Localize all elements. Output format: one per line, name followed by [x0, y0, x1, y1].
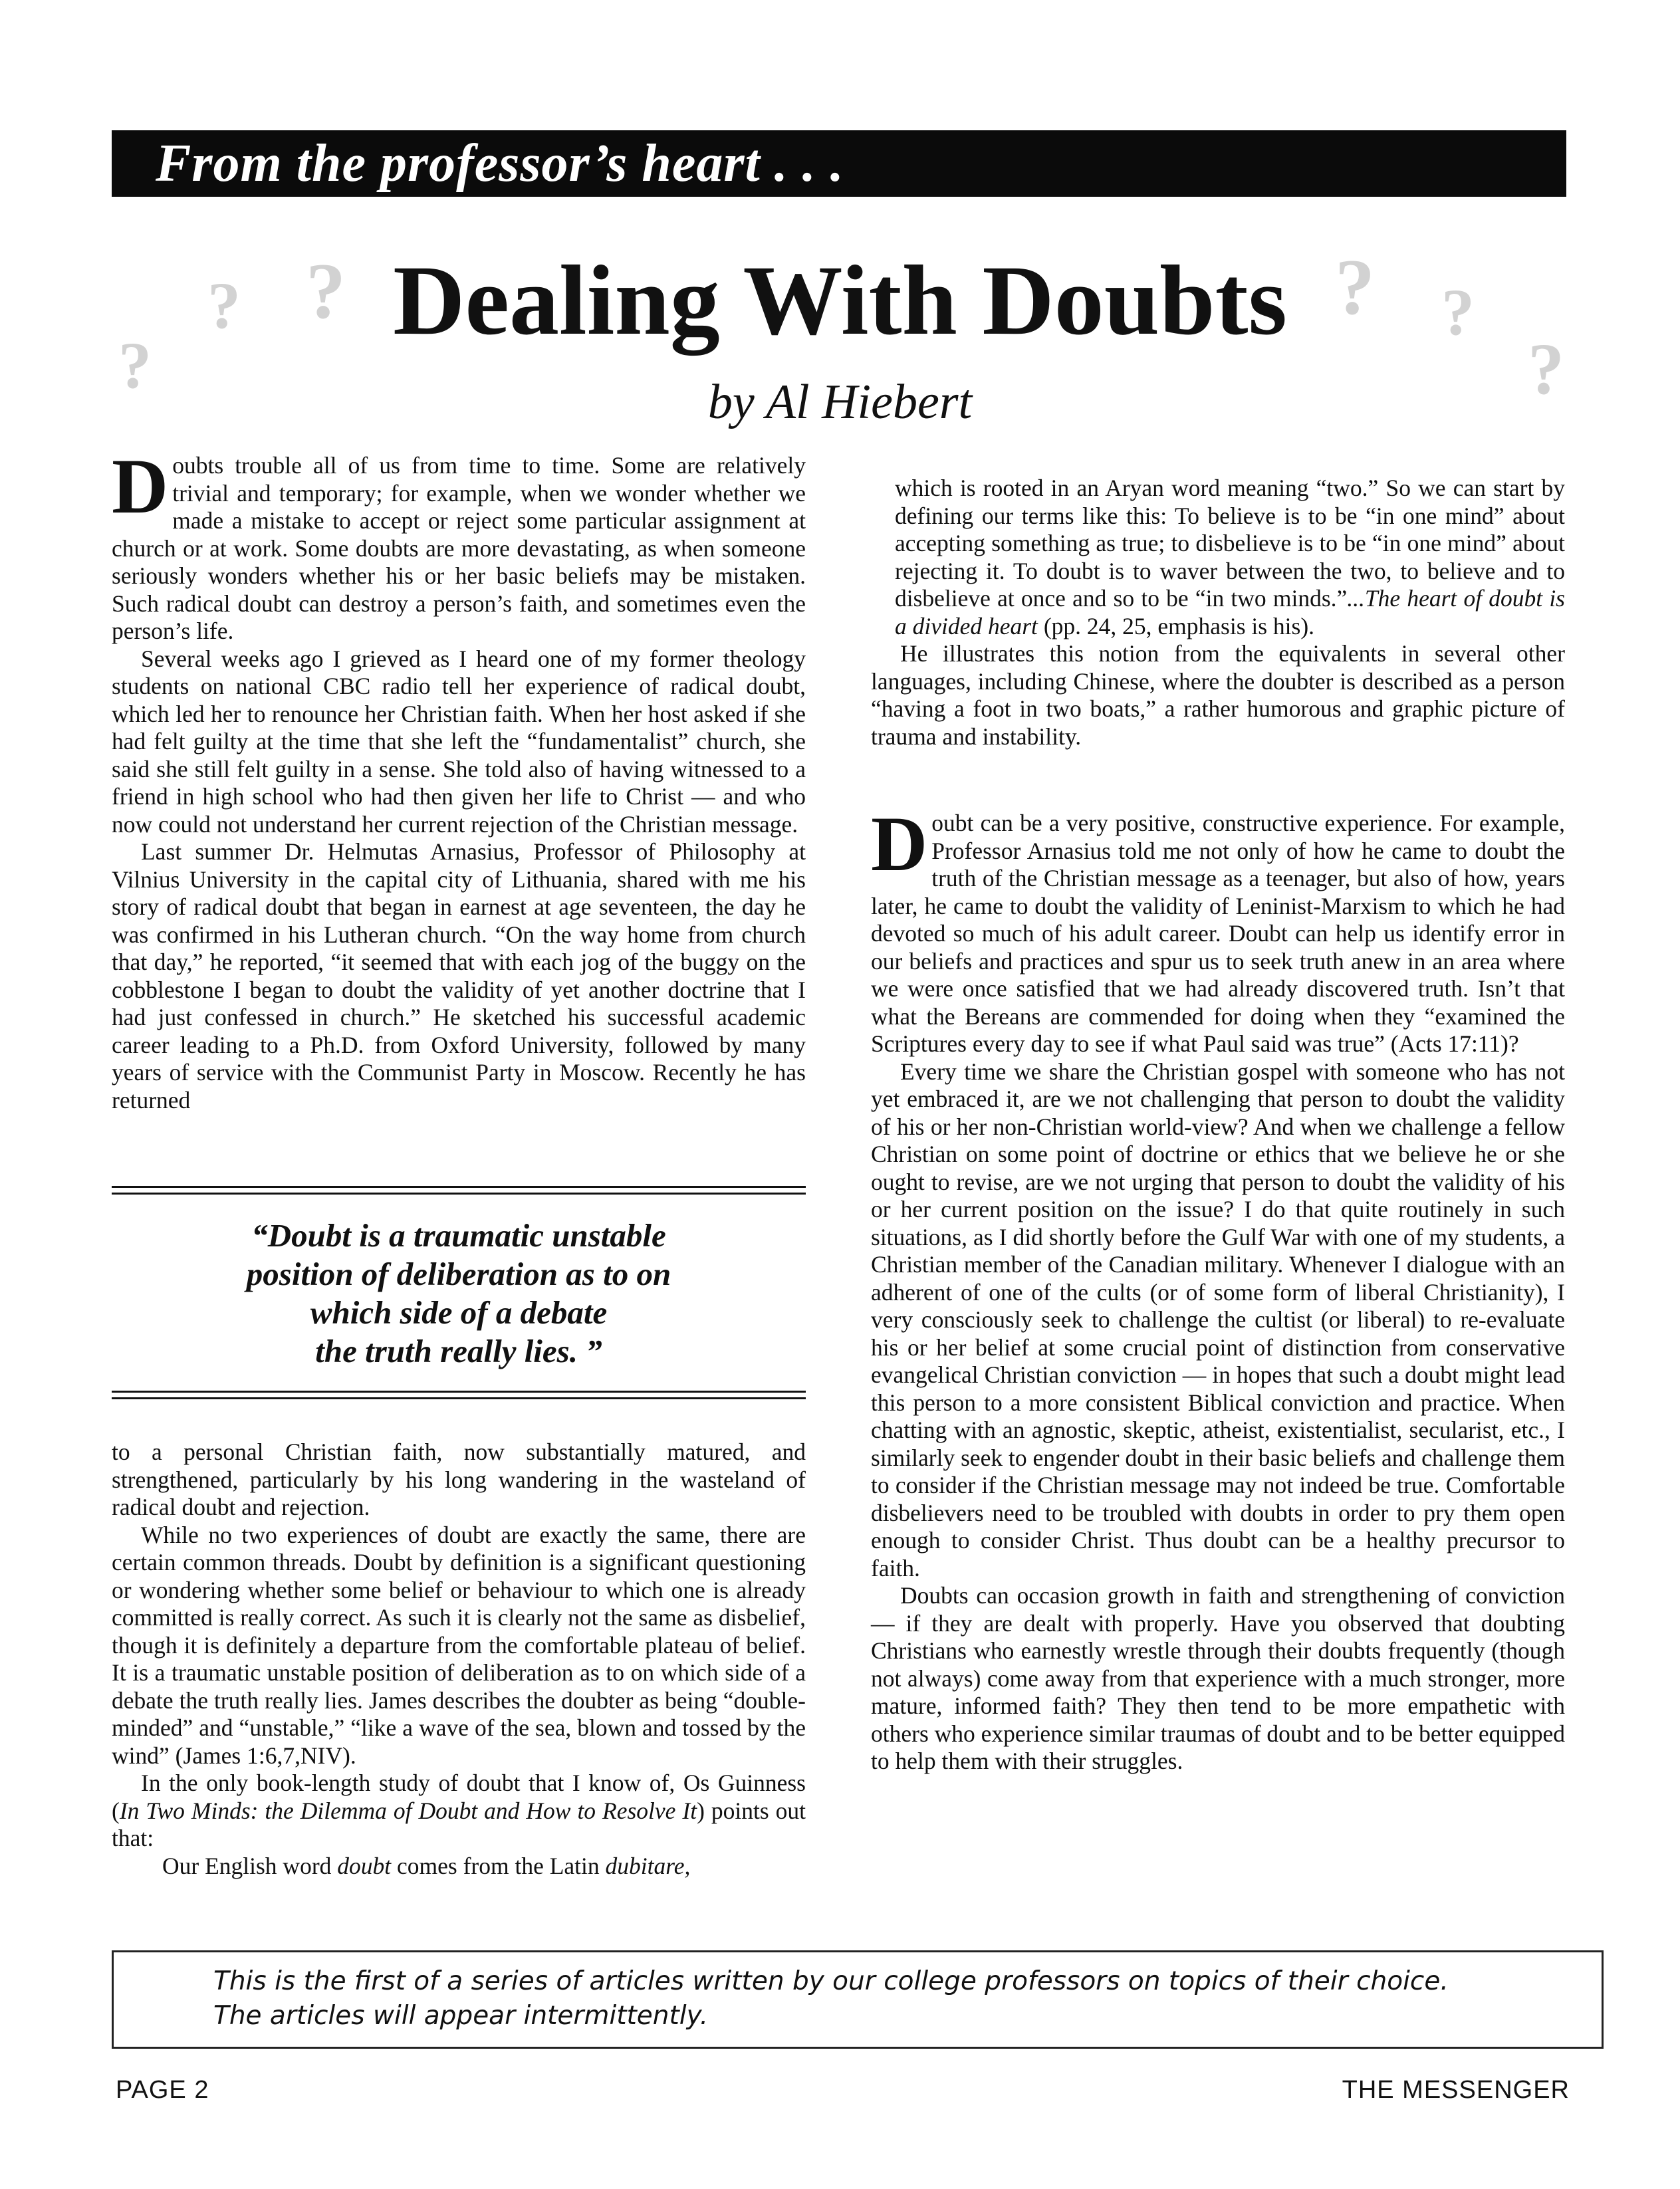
block-quote [112, 1853, 806, 1881]
book-title: In Two Minds: the Dilemma of Doubt and How to Resolve It [119, 1797, 697, 1824]
paragraph: While no two experiences of doubt are exactly the same, there are certain common threads. Doubt by definition is a significant questioning or wondering whether some belief or behaviour to which one is already committed is really correct. As such it is clearly not the same as disbelief, though it is definitely a departure from the comfortable plateau of belief. It is a traumatic unstable position of deliberation as to on which side of a debate the truth really lies. James describes the doubter as being “double-minded” and “unstable,” “like a wave of the sea, blown and tossed by the wind” (James 1:6,7,NIV). [112, 1521, 806, 1769]
question-mark-decoration: ? [1441, 275, 1475, 349]
article-title: Dealing With Doubts [393, 245, 1287, 356]
paragraph: He illustrates this notion from the equivalents in several other languages, including Chinese, where the doubter is described as a person “having a foot in two boats,” a rather humorous and graphic picture of trauma and instability. [871, 640, 1565, 750]
left-column-bottom [112, 1439, 806, 1880]
section-banner [112, 130, 1566, 197]
paragraph-text: Our English word [162, 1852, 338, 1879]
paragraph: Several weeks ago I grieved as I heard one of my former theology students on national CBC radio tell her experience of radical doubt, which led her to renounce her Christian faith. When her host asked if she had felt guilty at the time that she left the “fundamentalist” church, she said she still felt guilty in a sense. She told also of having witnessed to a friend in high school who had then given her life to Christ — and who now could not understand her current rejection of the Christian message. [112, 645, 806, 838]
paragraph [112, 443, 806, 645]
banner-text: From the professor’s heart . . . [156, 134, 844, 193]
paragraph-text: In the only book-length study of doubt that I know of, Os Guinness ( [112, 1770, 806, 1824]
paragraph [871, 800, 1565, 1058]
drop-cap: D [871, 800, 928, 887]
paragraph [112, 1770, 806, 1853]
pull-quote-line: which side of a debate [310, 1294, 608, 1331]
paragraph-text: which is rooted in an Aryan word meaning “two.” So we can start by defining our terms like this: To believe is to be “in one mind” about accepting something as true; to disbelieve is to be “in one mind” about rejecting it. To doubt is to waver between the two, to believe and to disbelieve at once and so to be “in two minds.” [895, 475, 1565, 612]
left-column-top [112, 443, 806, 1114]
pullquote-top-rule [112, 1186, 806, 1195]
right-column-top [871, 475, 1565, 750]
question-mark-decoration: ? [1528, 328, 1564, 409]
publication-name: THE MESSENGER [1342, 2076, 1570, 2104]
paragraph-text: ) points out that: [112, 1797, 806, 1851]
paragraph-text: comes from the Latin [391, 1852, 606, 1879]
paragraph: Doubts can occasion growth in faith and strengthening of conviction — if they are dealt with properly. Have you observed that doubting Christians who earnestly wrestle through their doubts frequently (though not always) come away from that experience with a much stronger, more mature, informed faith? They then tend to be more empathetic with others who experience similar traumas of doubt and to be better equipped to help them with their struggles. [871, 1582, 1565, 1774]
question-mark-decoration: ? [306, 247, 346, 335]
pull-quote-line: “Doubt is a traumatic unstable [251, 1217, 666, 1254]
drop-cap: D [112, 443, 169, 530]
page-number: PAGE 2 [116, 2076, 209, 2104]
pull-quote-line: position of deliberation as to on [246, 1256, 671, 1292]
question-mark-decoration: ? [118, 328, 152, 402]
question-mark-decoration: ? [207, 269, 241, 342]
paragraph: Last summer Dr. Helmutas Arnasius, Professor of Philosophy at Vilnius University in the capital city of Lithuania, shared with me his story of radical doubt that began in earnest at age seventeen, the day he was confirmed in his Lutheran church. “On the way home from church that day,” he reported, “it seemed that with each jog of the buggy on the cobblestone I began to doubt the validity of yet another doctrine that I had just confessed in church.” He sketched his successful academic career leading to a Ph.D. from Oxford University, followed by many years of service with the Communist Party in Moscow. Recently he has returned [112, 838, 806, 1113]
note-line: The articles will appear intermittently. [213, 2001, 709, 2031]
pull-quote-line: the truth really lies. ” [315, 1333, 602, 1369]
pullquote-bottom-rule [112, 1391, 806, 1399]
byline: by Al Hiebert [707, 375, 973, 429]
note-line: This is the first of a series of articles written by our college professors on topics of their choice. [213, 1966, 1449, 1996]
question-mark-decoration: ? [1335, 243, 1375, 331]
emphasis: dubitare, [605, 1852, 691, 1879]
pull-quote [112, 1216, 806, 1371]
paragraph: Every time we share the Christian gospel with someone who has not yet embraced it, are we not challenging that person to doubt the validity of his or her non-Christian world-view? And when we challenge a fellow Christian on some point of doctrine or ethics that we believe he or she ought to revise, are we not urging that person to doubt the validity of his or her current position on the issue? I do that quite routinely in such situations, as I did shortly before the Gulf War with one of my students, a Christian member of the Canadian military. Whenever I dialogue with an adherent of one of the cults (or of some form of liberal Christianity), I very consciously seek to challenge the cultist (or liberal) to re-evaluate his or her belief at some crucial point of distinction from conservative evangelical Christian conviction — in hopes that such a doubt might lead this person to a more consistent Biblical conviction and practice. When chatting with an agnostic, skeptic, atheist, existentialist, secularist, etc., I similarly seek to engender doubt in their basic beliefs and challenge them to consider if the Christian message may not indeed be true. Comfortable disbelievers need to be troubled with doubts in order to pry them open enough to consider Christ. Thus doubt can be a healthy precursor to faith. [871, 1058, 1565, 1581]
series-note-box [112, 1950, 1604, 2049]
paragraph-text: (pp. 24, 25, emphasis is his). [1037, 612, 1315, 639]
right-column-bottom [871, 800, 1565, 1776]
block-quote [871, 475, 1565, 640]
emphasis: doubt [337, 1852, 392, 1879]
paragraph: to a personal Christian faith, now substantially matured, and strengthened, particularly by his long wandering in the wasteland of radical doubt and rejection. [112, 1439, 806, 1520]
paragraph-text: oubt can be a very positive, constructive experience. For example, Professor Arnasius told me not only of how he came to doubt the truth of the Christian message as a teenager, but also of how, years later, he came to doubt the validity of Leninist-Marxism to which he had devoted so much of his adult career. Doubt can help us identify error in our beliefs and practices and spur us to seek truth anew in an area where we were once satisfied that we had already discovered truth. Isn’t that what the Bereans are commended for doing when they “examined the Scriptures every day to see if what Paul said was true” (Acts 17:11)? [871, 810, 1565, 1057]
paragraph-text: oubts trouble all of us from time to time. Some are relatively trivial and temporary; for example, when we wonder whether we made a mistake to accept or reject some particular assignment at church or at work. Some doubts are more devastating, as when someone seriously wonders whether his or her basic beliefs may be mistaken. Such radical doubt can destroy a person’s faith, and sometimes even the person’s life. [112, 452, 806, 644]
emphasis: ...The heart of doubt is a divided heart [895, 585, 1565, 639]
